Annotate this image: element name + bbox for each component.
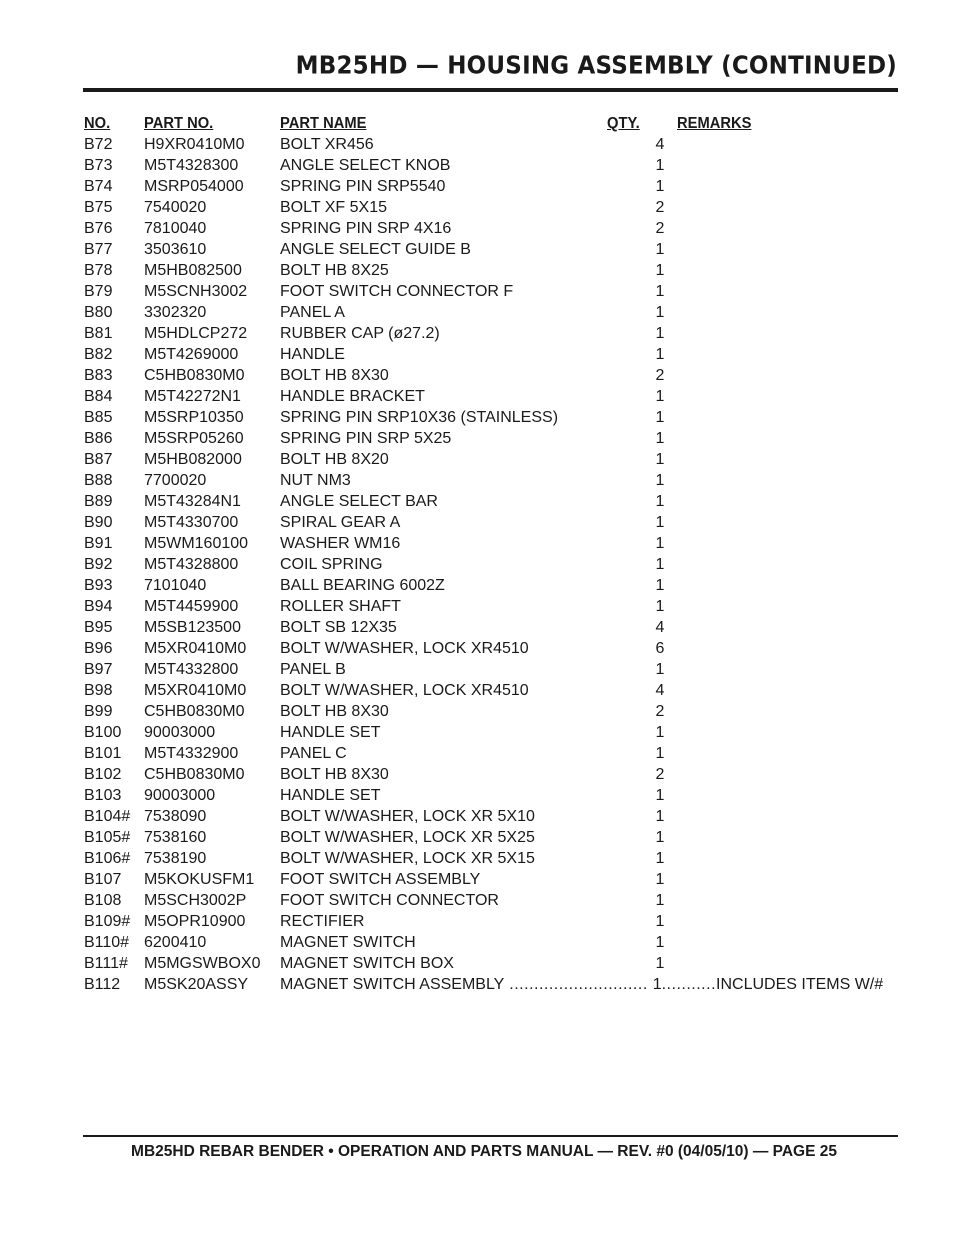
row-part-name: BOLT W/WASHER, LOCK XR 5X15 [280,850,535,867]
row-part-no: M5XR0410M0 [144,640,247,657]
row-part-no: M5T4459900 [144,598,239,615]
row-qty: 1 [655,787,665,804]
row-no: B81 [84,325,113,342]
row-qty: 1 [655,283,665,300]
row-qty: 1 [655,157,665,174]
row-part-no: M5T42272N1 [144,388,241,405]
row-part-name: FOOT SWITCH CONNECTOR [280,892,499,909]
row-part-name: SPRING PIN SRP5540 [280,178,446,195]
row-no: B109# [84,913,131,930]
row-qty: 4 [655,619,665,636]
table-header [84,113,944,134]
row-qty: 1 [655,577,665,594]
row-part-no: 7101040 [144,577,207,594]
row-part-name: MAGNET SWITCH BOX [280,955,454,972]
row-no: B99 [84,703,113,720]
table-row [84,386,944,407]
table-row [84,260,944,281]
row-qty: 1 [655,808,665,825]
row-qty: 1 [655,262,665,279]
row-part-no: 6200410 [144,934,207,951]
row-no: B105# [84,829,131,846]
title-rule [83,88,898,92]
row-no: B75 [84,199,113,216]
row-part-name: PANEL C [280,745,347,762]
row-part-no: M5HB082500 [144,262,242,279]
row-part-name: NUT NM3 [280,472,351,489]
row-part-no: M5SK20ASSY [144,976,249,993]
row-part-name: HANDLE SET [280,787,381,804]
table-row [84,638,944,659]
table-row [84,617,944,638]
row-part-no: M5SRP10350 [144,409,244,426]
row-part-name: SPRING PIN SRP10X36 (STAINLESS) [280,409,559,426]
row-part-name: SPRING PIN SRP 5X25 [280,430,452,447]
table-row [84,680,944,701]
row-no: B97 [84,661,113,678]
table-row [84,323,944,344]
footer-rule [83,1135,898,1137]
row-part-name: BALL BEARING 6002Z [280,577,445,594]
row-part-no: M5T4328800 [144,556,239,573]
row-no: B77 [84,241,113,258]
row-qty: 6 [655,640,665,657]
table-row [84,554,944,575]
row-no: B83 [84,367,113,384]
row-qty: 2 [655,220,665,237]
row-qty: 2 [655,703,665,720]
row-qty: 1 [655,661,665,678]
table-row [84,659,944,680]
row-qty: 1 [655,451,665,468]
row-part-name: WASHER WM16 [280,535,401,552]
row-part-no: H9XR0410M0 [144,136,245,153]
row-part-name: ANGLE SELECT KNOB [280,157,451,174]
row-part-no: M5SCH3002P [144,892,247,909]
row-no: B89 [84,493,113,510]
row-qty: 4 [655,136,665,153]
table-row [84,722,944,743]
table-row [84,428,944,449]
header-part-name: PART NAME [280,115,367,132]
table-row [84,890,944,911]
row-no: B72 [84,136,113,153]
table-body [84,134,944,974]
row-qty: 1 [655,388,665,405]
row-part-name: BOLT XF 5X15 [280,199,388,216]
row-no: B96 [84,640,113,657]
table-row [84,932,944,953]
row-qty: 1 [655,871,665,888]
row-no: B103 [84,787,122,804]
row-qty: 1 [652,976,662,993]
row-part-name-leader [280,974,883,995]
row-part-no: 90003000 [144,787,216,804]
table-row [84,134,944,155]
row-part-no: M5HB082000 [144,451,242,468]
row-part-no: M5MGSWBOX0 [144,955,261,972]
row-remarks: INCLUDES ITEMS W/# [716,976,884,993]
row-qty: 1 [655,346,665,363]
row-qty: 1 [655,178,665,195]
row-no: B101 [84,745,122,762]
row-qty: 2 [655,199,665,216]
row-qty: 1 [655,304,665,321]
row-part-name: FOOT SWITCH ASSEMBLY [280,871,481,888]
table-row [84,302,944,323]
row-no: B110# [84,934,130,951]
row-no: B104# [84,808,131,825]
row-part-name: BOLT SB 12X35 [280,619,397,636]
row-part-name: PANEL B [280,661,346,678]
row-qty: 1 [655,241,665,258]
header-remarks: REMARKS [677,115,752,132]
row-no: B93 [84,577,113,594]
table-row [84,491,944,512]
row-part-name: HANDLE [280,346,345,363]
row-no: B74 [84,178,113,195]
table-row [84,785,944,806]
row-part-no: M5OPR10900 [144,913,246,930]
row-no: B73 [84,157,113,174]
row-part-no: M5SB123500 [144,619,241,636]
parts-table [84,113,944,995]
row-qty: 1 [655,472,665,489]
row-part-no: M5T4332900 [144,745,239,762]
table-row [84,449,944,470]
row-qty: 1 [655,430,665,447]
row-part-name: BOLT HB 8X30 [280,367,389,384]
table-row [84,344,944,365]
row-qty: 1 [655,745,665,762]
table-row [84,512,944,533]
header-no: NO. [84,115,111,132]
row-no: B88 [84,472,113,489]
row-qty: 1 [655,556,665,573]
row-part-no: M5T43284N1 [144,493,241,510]
row-qty: 1 [655,493,665,510]
row-part-name: BOLT W/WASHER, LOCK XR 5X25 [280,829,535,846]
row-no: B106# [84,850,131,867]
row-part-no: M5SRP05260 [144,430,244,447]
table-row [84,743,944,764]
table-row [84,575,944,596]
row-qty: 2 [655,367,665,384]
row-qty: 1 [655,934,665,951]
page-footer: MB25HD REBAR BENDER • OPERATION AND PARTS MANUAL — REV. #0 (04/05/10) — PAGE 25 [131,1143,837,1160]
table-row [84,764,944,785]
row-no: B112 [84,976,121,993]
table-row [84,911,944,932]
table-row [84,701,944,722]
table-row [84,218,944,239]
row-qty: 1 [655,598,665,615]
row-part-no: 3503610 [144,241,207,258]
row-no: B76 [84,220,113,237]
row-qty: 1 [655,409,665,426]
table-row [84,281,944,302]
row-part-no: M5WM160100 [144,535,249,552]
row-part-name: ANGLE SELECT GUIDE B [280,241,471,258]
row-qty: 1 [655,955,665,972]
table-row [84,806,944,827]
row-no: B92 [84,556,113,573]
row-no: B79 [84,283,113,300]
table-row [84,953,944,974]
row-part-no: 3302320 [144,304,207,321]
row-part-name: ANGLE SELECT BAR [280,493,438,510]
row-no: B78 [84,262,113,279]
table-row [84,155,944,176]
row-qty: 1 [655,724,665,741]
header-qty: QTY. [607,115,640,132]
row-part-no: M5T4328300 [144,157,239,174]
page-title: MB25HD — HOUSING ASSEMBLY (CONTINUED) [295,52,897,81]
row-qty: 1 [655,892,665,909]
row-no: B100 [84,724,122,741]
row-part-no: 7810040 [144,220,207,237]
row-qty: 1 [655,850,665,867]
row-part-no: M5T4330700 [144,514,239,531]
row-qty: 1 [655,913,665,930]
table-row [84,239,944,260]
row-part-no: 7540020 [144,199,207,216]
table-row [84,533,944,554]
row-qty: 1 [655,535,665,552]
row-no: B98 [84,682,113,699]
row-part-name: BOLT W/WASHER, LOCK XR4510 [280,682,529,699]
row-part-name: RUBBER CAP (ø27.2) [280,325,440,342]
row-part-no: C5HB0830M0 [144,766,245,783]
table-row [84,869,944,890]
row-no: B90 [84,514,113,531]
row-part-name: BOLT HB 8X25 [280,262,389,279]
table-row [84,197,944,218]
row-part-no: MSRP054000 [144,178,244,195]
row-no: B94 [84,598,113,615]
row-no: B86 [84,430,113,447]
table-row [84,365,944,386]
row-part-name: BOLT HB 8X20 [280,451,389,468]
table-row [84,407,944,428]
table-row [84,176,944,197]
row-no: B91 [84,535,113,552]
row-part-name: FOOT SWITCH CONNECTOR F [280,283,514,300]
row-no: B85 [84,409,113,426]
row-part-name: SPIRAL GEAR A [280,514,401,531]
row-part-no: 7700020 [144,472,207,489]
row-part-name: MAGNET SWITCH [280,934,416,951]
row-part-no: C5HB0830M0 [144,703,245,720]
row-part-name: HANDLE SET [280,724,381,741]
row-part-name: BOLT XR456 [280,136,374,153]
row-part-no: M5XR0410M0 [144,682,247,699]
row-no: B108 [84,892,122,909]
row-qty: 1 [655,514,665,531]
row-part-no: M5HDLCP272 [144,325,248,342]
row-part-no: M5SCNH3002 [144,283,248,300]
row-no: B107 [84,871,122,888]
row-part-name: HANDLE BRACKET [280,388,425,405]
row-part-no: M5T4269000 [144,346,239,363]
header-part-no: PART NO. [144,115,214,132]
row-part-name: BOLT HB 8X30 [280,766,389,783]
row-part-name: BOLT W/WASHER, LOCK XR 5X10 [280,808,535,825]
row-part-no: 7538160 [144,829,207,846]
row-no: B80 [84,304,113,321]
row-no: B111# [84,955,128,972]
row-part-no: C5HB0830M0 [144,367,245,384]
row-no: B95 [84,619,113,636]
table-row [84,470,944,491]
row-part-no: 7538190 [144,850,207,867]
row-qty: 1 [655,829,665,846]
table-row [84,827,944,848]
row-qty: 1 [655,325,665,342]
dot-leader: ............................ [504,976,653,993]
row-qty: 2 [655,766,665,783]
row-part-no: 7538090 [144,808,207,825]
row-no: B102 [84,766,122,783]
row-part-name: COIL SPRING [280,556,383,573]
table-row [84,596,944,617]
row-no: B87 [84,451,113,468]
row-part-name: SPRING PIN SRP 4X16 [280,220,452,237]
row-part-no: M5KOKUSFM1 [144,871,255,888]
row-part-name: BOLT W/WASHER, LOCK XR4510 [280,640,529,657]
table-row-last [84,974,944,995]
row-part-name: RECTIFIER [280,913,365,930]
row-part-no: 90003000 [144,724,216,741]
row-no: B82 [84,346,113,363]
row-qty: 4 [655,682,665,699]
row-part-name: ROLLER SHAFT [280,598,401,615]
row-no: B84 [84,388,113,405]
row-part-name: BOLT HB 8X30 [280,703,389,720]
row-part-no: M5T4332800 [144,661,239,678]
dot-leader-2: ........... [661,976,717,993]
row-part-name: PANEL A [280,304,345,321]
row-part-name: MAGNET SWITCH ASSEMBLY [280,976,505,993]
table-row [84,848,944,869]
